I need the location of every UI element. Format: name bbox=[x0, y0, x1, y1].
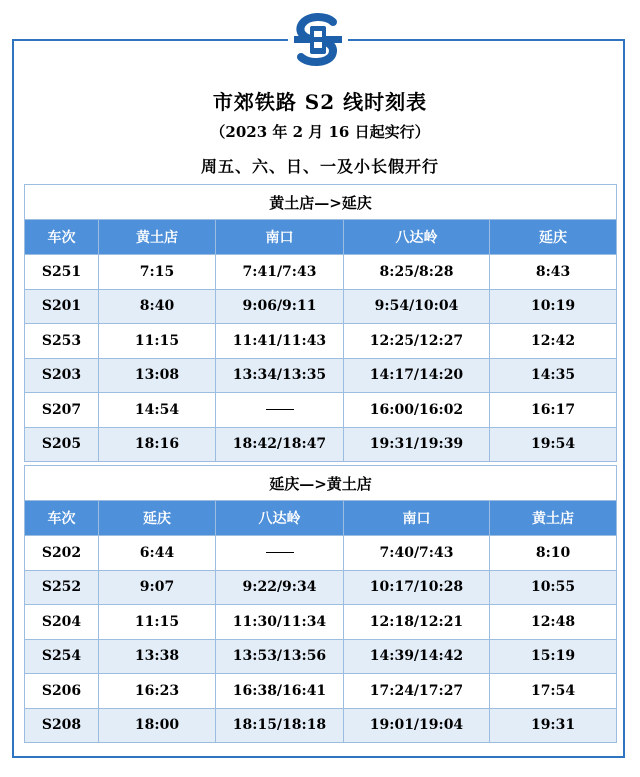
column-header: 八达岭 bbox=[344, 220, 490, 255]
time-cell: 19:31 bbox=[490, 708, 617, 743]
train-number: S202 bbox=[25, 536, 99, 571]
time-cell: 10:19 bbox=[490, 289, 617, 324]
time-cell: 16:38/16:41 bbox=[216, 674, 344, 709]
time-cell: 14:17/14:20 bbox=[344, 358, 490, 393]
column-header: 南口 bbox=[344, 501, 490, 536]
train-number: S254 bbox=[25, 639, 99, 674]
timetable-outbound bbox=[24, 184, 617, 462]
time-cell: 8:25/8:28 bbox=[344, 255, 490, 290]
time-cell: 7:41/7:43 bbox=[216, 255, 344, 290]
time-cell: 11:15 bbox=[99, 605, 216, 640]
time-cell: 18:00 bbox=[99, 708, 216, 743]
time-cell: 9:06/9:11 bbox=[216, 289, 344, 324]
column-header: 八达岭 bbox=[216, 501, 344, 536]
time-cell: 9:07 bbox=[99, 570, 216, 605]
time-cell: 13:08 bbox=[99, 358, 216, 393]
column-header: 车次 bbox=[25, 501, 99, 536]
table-row bbox=[25, 427, 617, 462]
table-row bbox=[25, 393, 617, 428]
time-cell: 18:16 bbox=[99, 427, 216, 462]
time-cell: 14:35 bbox=[490, 358, 617, 393]
train-number: S253 bbox=[25, 324, 99, 359]
time-cell: 17:24/17:27 bbox=[344, 674, 490, 709]
no-stop-cell bbox=[216, 393, 344, 428]
time-cell: 8:43 bbox=[490, 255, 617, 290]
table-row bbox=[25, 536, 617, 571]
time-cell: 9:22/9:34 bbox=[216, 570, 344, 605]
no-stop-dash bbox=[266, 552, 294, 553]
time-cell: 12:42 bbox=[490, 324, 617, 359]
time-cell: 8:40 bbox=[99, 289, 216, 324]
train-number: S206 bbox=[25, 674, 99, 709]
table-row bbox=[25, 570, 617, 605]
table-row bbox=[25, 708, 617, 743]
time-cell: 11:41/11:43 bbox=[216, 324, 344, 359]
direction-label: 延庆—>黄土店 bbox=[25, 466, 617, 501]
time-cell: 13:34/13:35 bbox=[216, 358, 344, 393]
table-row bbox=[25, 605, 617, 640]
railway-logo-icon bbox=[288, 12, 348, 68]
time-cell: 14:54 bbox=[99, 393, 216, 428]
time-cell: 8:10 bbox=[490, 536, 617, 571]
column-header: 黄土店 bbox=[99, 220, 216, 255]
train-number: S201 bbox=[25, 289, 99, 324]
time-cell: 11:15 bbox=[99, 324, 216, 359]
table-row bbox=[25, 324, 617, 359]
table-row bbox=[25, 639, 617, 674]
table-row bbox=[25, 358, 617, 393]
time-cell: 14:39/14:42 bbox=[344, 639, 490, 674]
time-cell: 12:18/12:21 bbox=[344, 605, 490, 640]
time-cell: 9:54/10:04 bbox=[344, 289, 490, 324]
timetable-inbound bbox=[24, 465, 617, 743]
train-number: S205 bbox=[25, 427, 99, 462]
train-number: S251 bbox=[25, 255, 99, 290]
column-header: 车次 bbox=[25, 220, 99, 255]
service-days: 周五、六、日、一及小长假开行 bbox=[200, 157, 439, 176]
train-number: S203 bbox=[25, 358, 99, 393]
time-cell: 16:23 bbox=[99, 674, 216, 709]
time-cell: 13:38 bbox=[99, 639, 216, 674]
time-cell: 10:17/10:28 bbox=[344, 570, 490, 605]
time-cell: 18:42/18:47 bbox=[216, 427, 344, 462]
time-cell: 15:19 bbox=[490, 639, 617, 674]
no-stop-dash bbox=[266, 409, 294, 410]
time-cell: 19:31/19:39 bbox=[344, 427, 490, 462]
time-cell: 7:15 bbox=[99, 255, 216, 290]
column-header: 延庆 bbox=[99, 501, 216, 536]
column-header: 延庆 bbox=[490, 220, 617, 255]
time-cell: 13:53/13:56 bbox=[216, 639, 344, 674]
effective-date: （2023 年 2 月 16 日起实行） bbox=[210, 123, 430, 141]
train-number: S207 bbox=[25, 393, 99, 428]
direction-label: 黄土店—>延庆 bbox=[25, 185, 617, 220]
time-cell: 17:54 bbox=[490, 674, 617, 709]
table-row bbox=[25, 289, 617, 324]
time-cell: 18:15/18:18 bbox=[216, 708, 344, 743]
column-header: 黄土店 bbox=[490, 501, 617, 536]
column-header: 南口 bbox=[216, 220, 344, 255]
train-number: S204 bbox=[25, 605, 99, 640]
time-cell: 6:44 bbox=[99, 536, 216, 571]
train-number: S208 bbox=[25, 708, 99, 743]
no-stop-cell bbox=[216, 536, 344, 571]
page-title: 市郊铁路 S2 线时刻表 bbox=[212, 90, 428, 114]
train-number: S252 bbox=[25, 570, 99, 605]
table-row bbox=[25, 255, 617, 290]
time-cell: 11:30/11:34 bbox=[216, 605, 344, 640]
time-cell: 12:25/12:27 bbox=[344, 324, 490, 359]
time-cell: 12:48 bbox=[490, 605, 617, 640]
time-cell: 7:40/7:43 bbox=[344, 536, 490, 571]
time-cell: 16:17 bbox=[490, 393, 617, 428]
time-cell: 10:55 bbox=[490, 570, 617, 605]
time-cell: 16:00/16:02 bbox=[344, 393, 490, 428]
table-row bbox=[25, 674, 617, 709]
time-cell: 19:01/19:04 bbox=[344, 708, 490, 743]
time-cell: 19:54 bbox=[490, 427, 617, 462]
